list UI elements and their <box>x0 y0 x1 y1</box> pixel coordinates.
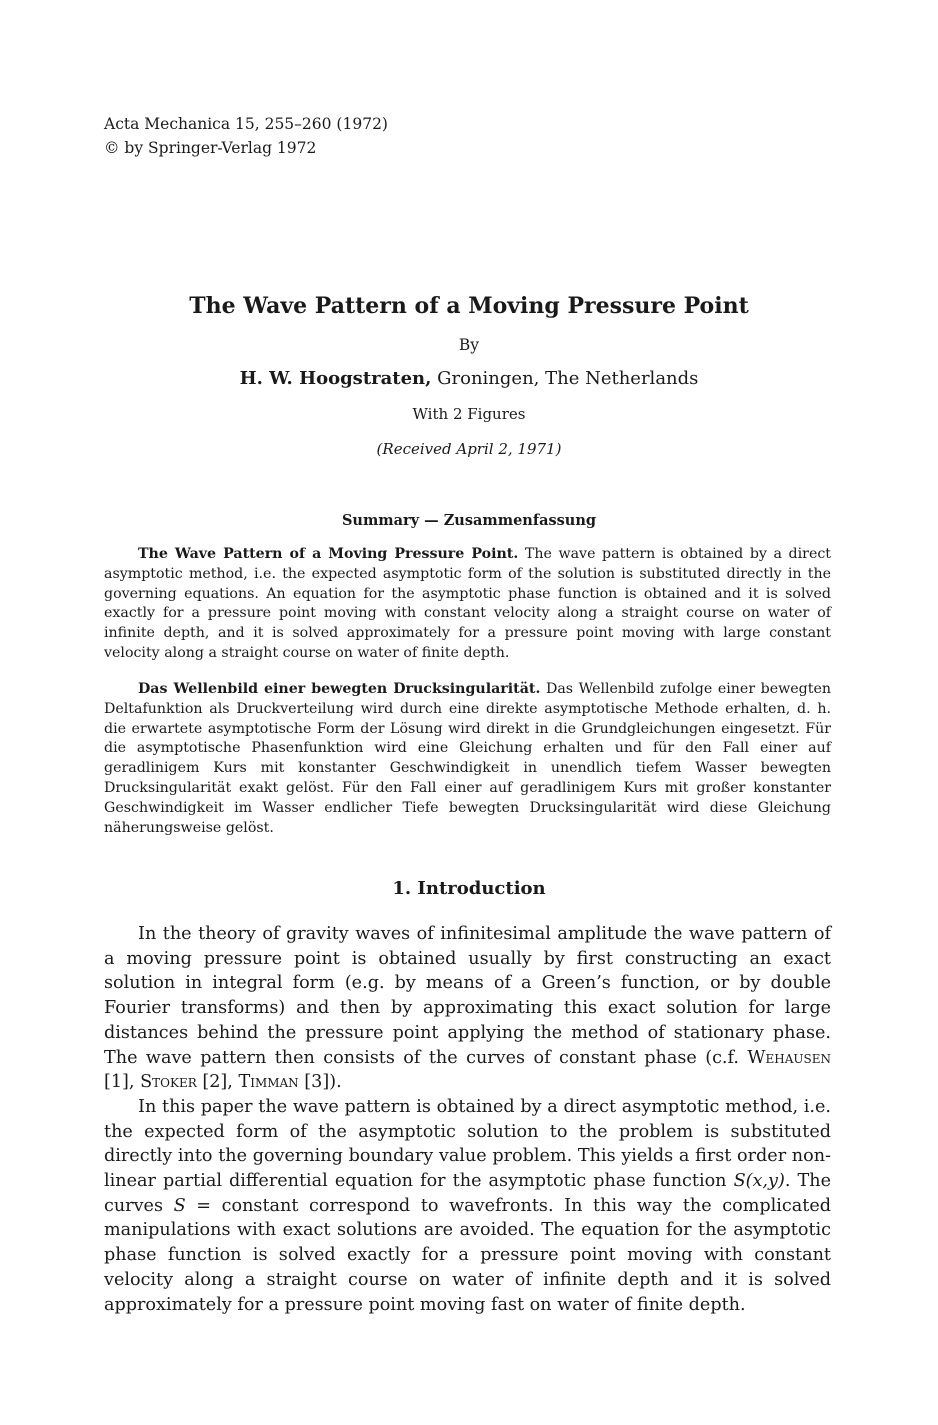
introduction-body <box>104 922 831 1317</box>
math-expression: S <box>173 1195 186 1216</box>
abstract-english-lead: The Wave Pattern of a Moving Pressure Point. <box>138 546 519 562</box>
citation-number: [2], <box>196 1072 239 1093</box>
abstract-german <box>104 680 831 838</box>
abstract-english-text: The wave pattern is obtained by a direct asymptotic method, i.e. the expected asymptotic form of the solution is substituted directly in the governing equations. An equation for the asymptotic phase function is obtained and it is solved exactly for a pressure point moving with constant velocity along a straight course on water of infinite depth, and it is solved approximately for a pressure point moving with large constant velocity along a straight course on water of finite depth. <box>104 546 831 661</box>
paragraph <box>104 1095 831 1317</box>
received-date: (Received April 2, 1971) <box>376 440 562 458</box>
abstract-english <box>104 545 831 664</box>
author-name: H. W. Hoogstraten, <box>239 368 432 389</box>
author-affiliation: Groningen, The Netherlands <box>431 368 699 389</box>
journal-header <box>104 112 388 160</box>
abstract-german-text: Das Wellenbild zufolge einer bewegten Deltafunktion als Druckverteilung wird durch eine direkte asymptotische Methode erhalten, d. h. die erwartete asymptotische Form der Lösung wird direkt in die Grundgleichungen eingesetzt. Für die asymptotische Phasenfunktion wird eine Gleichung erhalten und für den Fall einer auf geradlinigem Kurs mit konstanter Geschwindigkeit in unendlich tiefem Wasser bewegten Drucksingularität exakt gelöst. Für den Fall einer auf geradlinigem Kurs mit großer konstanter Geschwindigkeit im Wasser endlicher Tiefe bewegten Drucksingularität wird diese Gleichung näherungsweise gelöst. <box>104 681 831 836</box>
title-block <box>104 292 834 458</box>
paper-title: The Wave Pattern of a Moving Pressure Point <box>189 293 749 319</box>
abstract-german-lead: Das Wellenbild einer bewegten Drucksingularität. <box>138 681 541 697</box>
copyright-line: © by Springer-Verlag 1972 <box>104 139 317 157</box>
citation-number: [1], <box>104 1072 141 1093</box>
summary-heading: Summary — Zusammenfassung <box>341 512 597 529</box>
paragraph-text: In the theory of gravity waves of infinitesimal amplitude the wave pattern of a moving pressure point is obtained usually by first constructing an exact solution in integral form (e.g. by means of a Green’s function, or by double Fourier transforms) and then by approximating this exact solution for large distances behind the pressure point applying the method of stationary phase. The wave pattern then consists of the curves of constant phase (c.f. <box>104 924 831 1068</box>
citation-author: Stoker <box>140 1072 197 1093</box>
paragraph-text: = constant correspond to wavefronts. In this way the complicated manipulations with exact solutions are avoided. The equation for the asymptotic phase function is solved exactly for a pressure point moving with constant velocity along a straight course on water of infinite depth and it is solved approximately for a pressure point moving fast on water of finite depth. <box>104 1195 832 1315</box>
paragraph-text: . The curves <box>104 1171 831 1216</box>
figures-note: With 2 Figures <box>412 405 526 423</box>
section-heading: 1. Introduction <box>392 878 546 899</box>
author-line <box>104 368 834 389</box>
paragraph <box>104 922 831 1095</box>
by-line: By <box>458 336 480 354</box>
citation-author: Wehausen <box>747 1047 831 1068</box>
citation-number: [3]). <box>298 1072 342 1093</box>
citation-author: Timman <box>238 1072 299 1093</box>
paragraph-text: In this paper the wave pattern is obtained by a direct asymptotic method, i.e. the expected form of the asymptotic solution to the problem is substituted directly into the governing boundary value problem. This yields a first order non-linear partial differential equation for the asymptotic phase function <box>104 1096 831 1192</box>
journal-citation: Acta Mechanica 15, 255–260 (1972) <box>104 115 388 133</box>
math-expression: S(x,y) <box>733 1171 785 1192</box>
